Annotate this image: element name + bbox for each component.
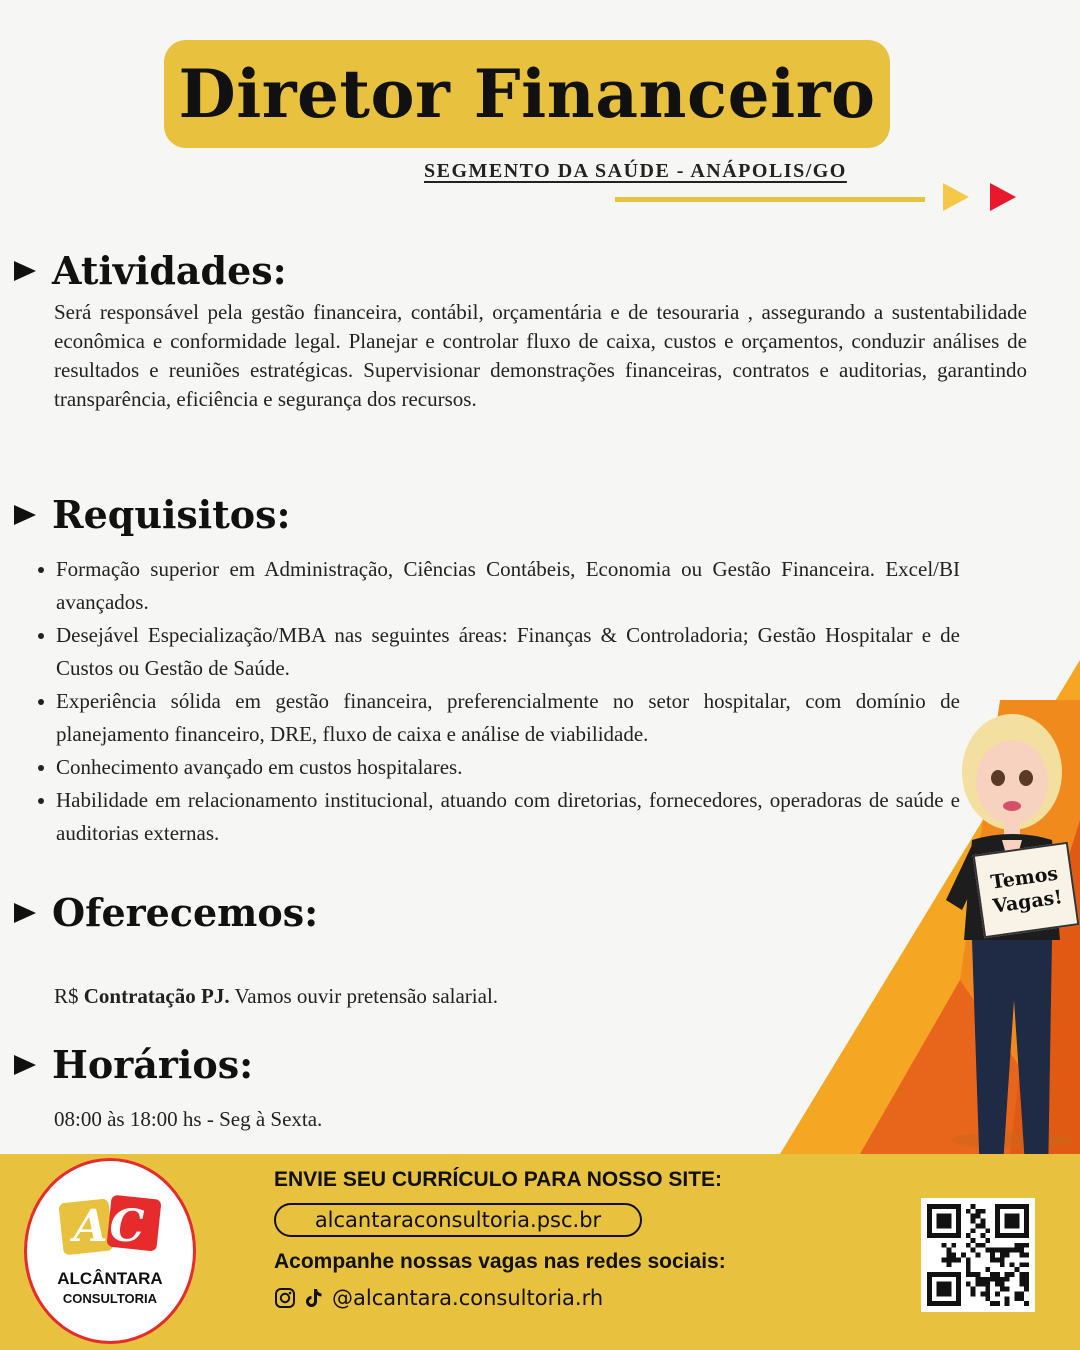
website-link[interactable]: alcantaraconsultoria.psc.br [274, 1203, 642, 1237]
section-heading-oferecemos [14, 890, 318, 935]
play-arrow-red-icon [990, 183, 1016, 211]
qr-code[interactable] [921, 1198, 1035, 1312]
heading-text: Oferecemos: [52, 890, 319, 935]
company-logo [24, 1158, 196, 1344]
logo-subtitle: CONSULTORIA [62, 1291, 158, 1306]
list-item: Experiência sólida em gestão financeira, preferencialmente no setor hospitalar, com domínio de planejamento financeiro, DRE, fluxo de caixa e análise de viabilidade. [36, 685, 960, 751]
list-item: Conhecimento avançado em custos hospitalares. [36, 751, 960, 784]
section-heading-requisitos [14, 492, 291, 537]
title-banner [164, 40, 890, 148]
logo-name: ALCÂNTARA [57, 1269, 163, 1288]
sign-text-line2: Vagas! [991, 886, 1064, 918]
list-item: Habilidade em relacionamento institucional, atuando com diretorias, fornecedores, operadoras de saúde e auditorias externas. [36, 784, 960, 850]
temos-vagas-sign [973, 842, 1080, 939]
arrow-bullet-icon [14, 1055, 36, 1075]
logo-letters: AC [73, 1201, 147, 1252]
social-handle[interactable]: @alcantara.consultoria.rh [332, 1286, 604, 1310]
section-heading-horarios [14, 1042, 253, 1087]
social-handle-row[interactable] [274, 1286, 603, 1310]
subtitle: SEGMENTO DA SAÚDE - ANÁPOLIS/GO [424, 160, 847, 182]
puzzle-logo-icon [55, 1191, 165, 1263]
arrow-bullet-icon [14, 505, 36, 525]
oferecemos-text [54, 982, 498, 1011]
currency-prefix: R$ [54, 984, 84, 1008]
heading-text: Atividades: [52, 248, 287, 293]
list-item: Desejável Especialização/MBA nas seguintes áreas: Finanças & Controladoria; Gestão Hospitalar e de Custos ou Gestão de Saúde. [36, 619, 960, 685]
list-item: Formação superior em Administração, Ciências Contábeis, Economia ou Gestão Financeira. Excel/BI avançados. [36, 553, 960, 619]
instagram-icon[interactable] [274, 1287, 296, 1309]
social-cta: Acompanhe nossas vagas nas redes sociais: [274, 1250, 726, 1273]
requisitos-list [36, 553, 960, 850]
tiktok-icon[interactable] [304, 1287, 324, 1309]
woman-illustration [932, 700, 1080, 1200]
sign-text-line1: Temos [989, 862, 1060, 894]
heading-text: Requisitos: [52, 492, 291, 537]
arrow-bullet-icon [14, 261, 36, 281]
section-heading-atividades [14, 248, 287, 293]
horarios-text: 08:00 às 18:00 hs - Seg à Sexta. [54, 1107, 323, 1131]
page-title: Diretor Financeiro [178, 55, 876, 133]
contract-type: Contratação PJ. [83, 984, 230, 1008]
salary-note: Vamos ouvir pretensão salarial. [229, 984, 499, 1008]
arrow-bullet-icon [14, 903, 36, 923]
subtitle-underline [615, 197, 925, 202]
atividades-text: Será responsável pela gestão financeira, contábil, orçamentária e de tesouraria , assegurando a sustentabilidade econômica e conformidade legal. Planejar e controlar fluxo de caixa, custos e orçamentos, conduzir análises de resultados e reuniões estratégicas. Supervisionar demonstrações financeiras, contratos e auditorias, garantindo transparência, eficiência e segurança dos recursos. [54, 300, 1027, 411]
cta-heading: ENVIE SEU CURRÍCULO PARA NOSSO SITE: [274, 1168, 723, 1191]
heading-text: Horários: [52, 1042, 254, 1087]
play-arrow-yellow-icon [943, 183, 969, 211]
